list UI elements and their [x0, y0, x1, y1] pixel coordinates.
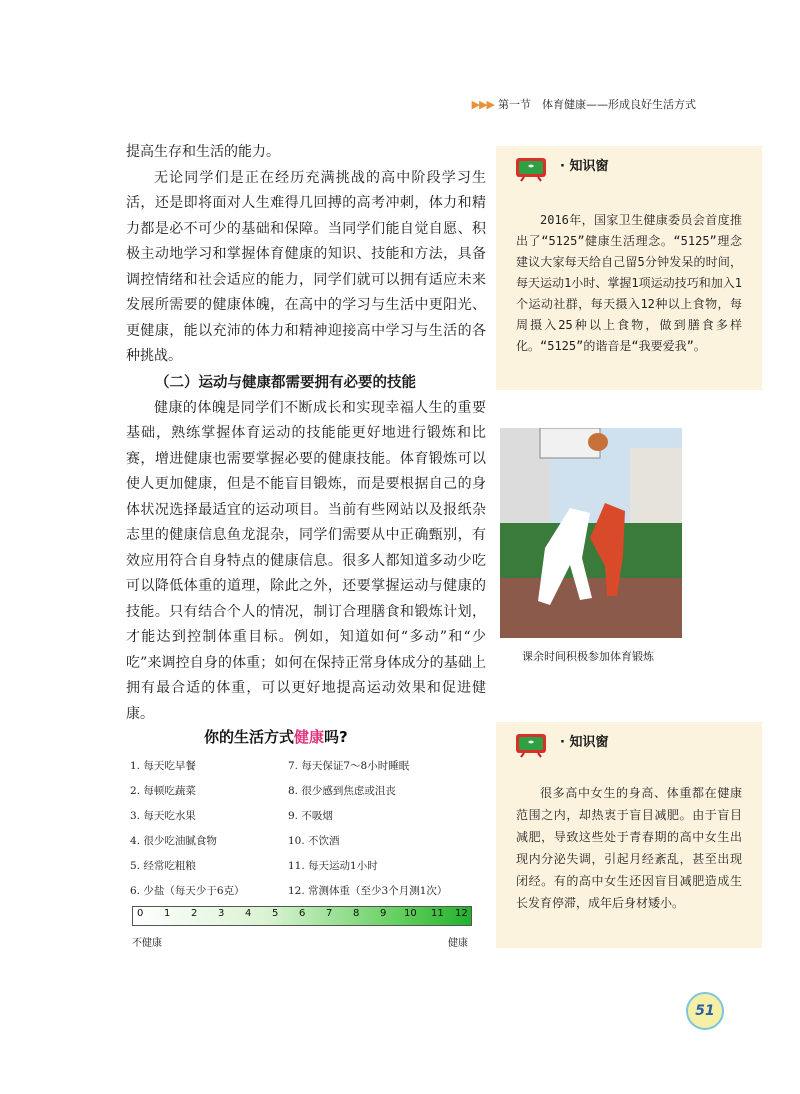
scale-tick: 4: [245, 908, 252, 919]
knowledge-box-header: [496, 146, 762, 186]
quiz-item: 8. 很少感到焦虑或沮丧: [288, 785, 396, 797]
section-heading: （二）运动与健康都需要拥有必要的技能: [155, 374, 416, 391]
scale-label-healthy: 健康: [448, 938, 468, 949]
knowledge-box-text: 2016年，国家卫生健康委员会首度推出了“5125”健康生活理念。“5125”理念建议大家每天给自己留5分钟发呆的时间，每天运动1小时、掌握1项运动技巧和加入1个运动社群，每天摄入12种以上食物，每周摄入25种以上食物，做到膳食多样化。“5125”的谐音是“我要爱我”。: [516, 213, 742, 353]
knowledge-box-header: [496, 722, 762, 762]
quiz-item: 4. 很少吃油腻食物: [130, 835, 217, 847]
scale-tick: 9: [380, 908, 387, 919]
knowledge-box-title: · 知识窗: [560, 735, 609, 750]
quiz-item: 2. 每顿吃蔬菜: [130, 785, 196, 797]
scale-label-unhealthy: 不健康: [132, 938, 162, 949]
chalkboard-icon: [514, 154, 548, 182]
quiz-item: 11. 每天运动1小时: [288, 860, 378, 872]
quiz-item: 5. 经常吃粗粮: [130, 860, 196, 872]
quiz-item: 10. 不饮酒: [288, 835, 340, 847]
knowledge-box-text: 很多高中女生的身高、体重都在健康范围之内，却热衷于盲目减肥。由于盲目减肥，导致这些处于青春期的高中女生出现内分泌失调，引起月经紊乱，甚至出现闭经。有的高中女生还因盲目减肥造成生长发育停滞，成年后身材矮小。: [516, 786, 742, 910]
header-text: 第一节 体育健康——形成良好生活方式: [498, 98, 696, 111]
scale-tick: 3: [218, 908, 225, 919]
photo-caption: 课余时间积极参加体育锻炼: [522, 650, 654, 663]
scale-tick: 7: [326, 908, 333, 919]
paragraph-2: 无论同学们是正在经历充满挑战的高中阶段学习生活，还是即将面对人生难得几回搏的高考冲刺，体力和精力都是必不可少的基础和保障。当同学们能自觉自愿、积极主动地学习和掌握体育健康的知识、技能和方法，具备调控情绪和社会适应的能力，同学们就可以拥有适应未来发展所需要的健康体魄，在高中的学习与生活中更阳光、更健康，能以充沛的体力和精神迎接高中学习与生活的各种挑战。: [126, 169, 486, 364]
main-text: [126, 140, 486, 727]
lifestyle-quiz: [126, 720, 476, 960]
quiz-item: 6. 少盐（每天少于6克）: [130, 885, 245, 897]
quiz-item: 1. 每天吃早餐: [130, 760, 196, 772]
knowledge-box-1: [496, 146, 762, 390]
knowledge-box-title: · 知识窗: [560, 159, 609, 174]
paragraph-1: 提高生存和生活的能力。: [126, 144, 280, 160]
health-score-scale: [132, 906, 472, 926]
quiz-item: 7. 每天保证7～8小时睡眠: [288, 760, 410, 772]
quiz-item: 9. 不吸烟: [288, 810, 333, 822]
scale-tick: 0: [137, 908, 144, 919]
running-header: [472, 96, 696, 112]
knowledge-box-2: [496, 722, 762, 948]
scale-tick: 5: [272, 908, 279, 919]
chalkboard-icon: [514, 730, 548, 758]
paragraph-3: 健康的体魄是同学们不断成长和实现幸福人生的重要基础，熟练掌握体育运动的技能能更好地进行锻炼和比赛，增进健康也需要掌握必要的健康技能。体育锻炼可以使人更加健康，但是不能盲目锻炼，而是要根据自己的身体状况选择最适宜的运动项目。当前有些网站以及报纸杂志里的健康信息鱼龙混杂，同学们需要从中正确甄别，有效应用符合自身特点的健康信息。很多人都知道多动少吃可以降低体重的道理，除此之外，还要掌握运动与健康的技能。只有结合个人的情况，制订合理膳食和锻炼计划，才能达到控制体重目标。例如，知道如何“多动”和“少吃”来调控自身的体重；如何在保持正常身体成分的基础上拥有最合适的体重，可以更好地提高运动效果和促进健康。: [126, 399, 486, 722]
scale-tick: 12: [455, 908, 468, 919]
scale-tick: 10: [404, 908, 417, 919]
basketball-photo: [500, 428, 682, 638]
triangle-arrows-icon: ▶▶▶: [471, 98, 494, 111]
quiz-item: 3. 每天吃水果: [130, 810, 196, 822]
page-number: 51: [686, 992, 724, 1030]
quiz-item: 12. 常测体重（至少3个月测1次）: [288, 885, 448, 897]
scale-tick: 6: [299, 908, 306, 919]
quiz-title: 你的生活方式健康吗?: [204, 728, 348, 746]
scale-tick: 8: [353, 908, 360, 919]
scale-tick: 1: [164, 908, 171, 919]
scale-tick: 2: [191, 908, 198, 919]
scale-tick: 11: [431, 908, 444, 919]
